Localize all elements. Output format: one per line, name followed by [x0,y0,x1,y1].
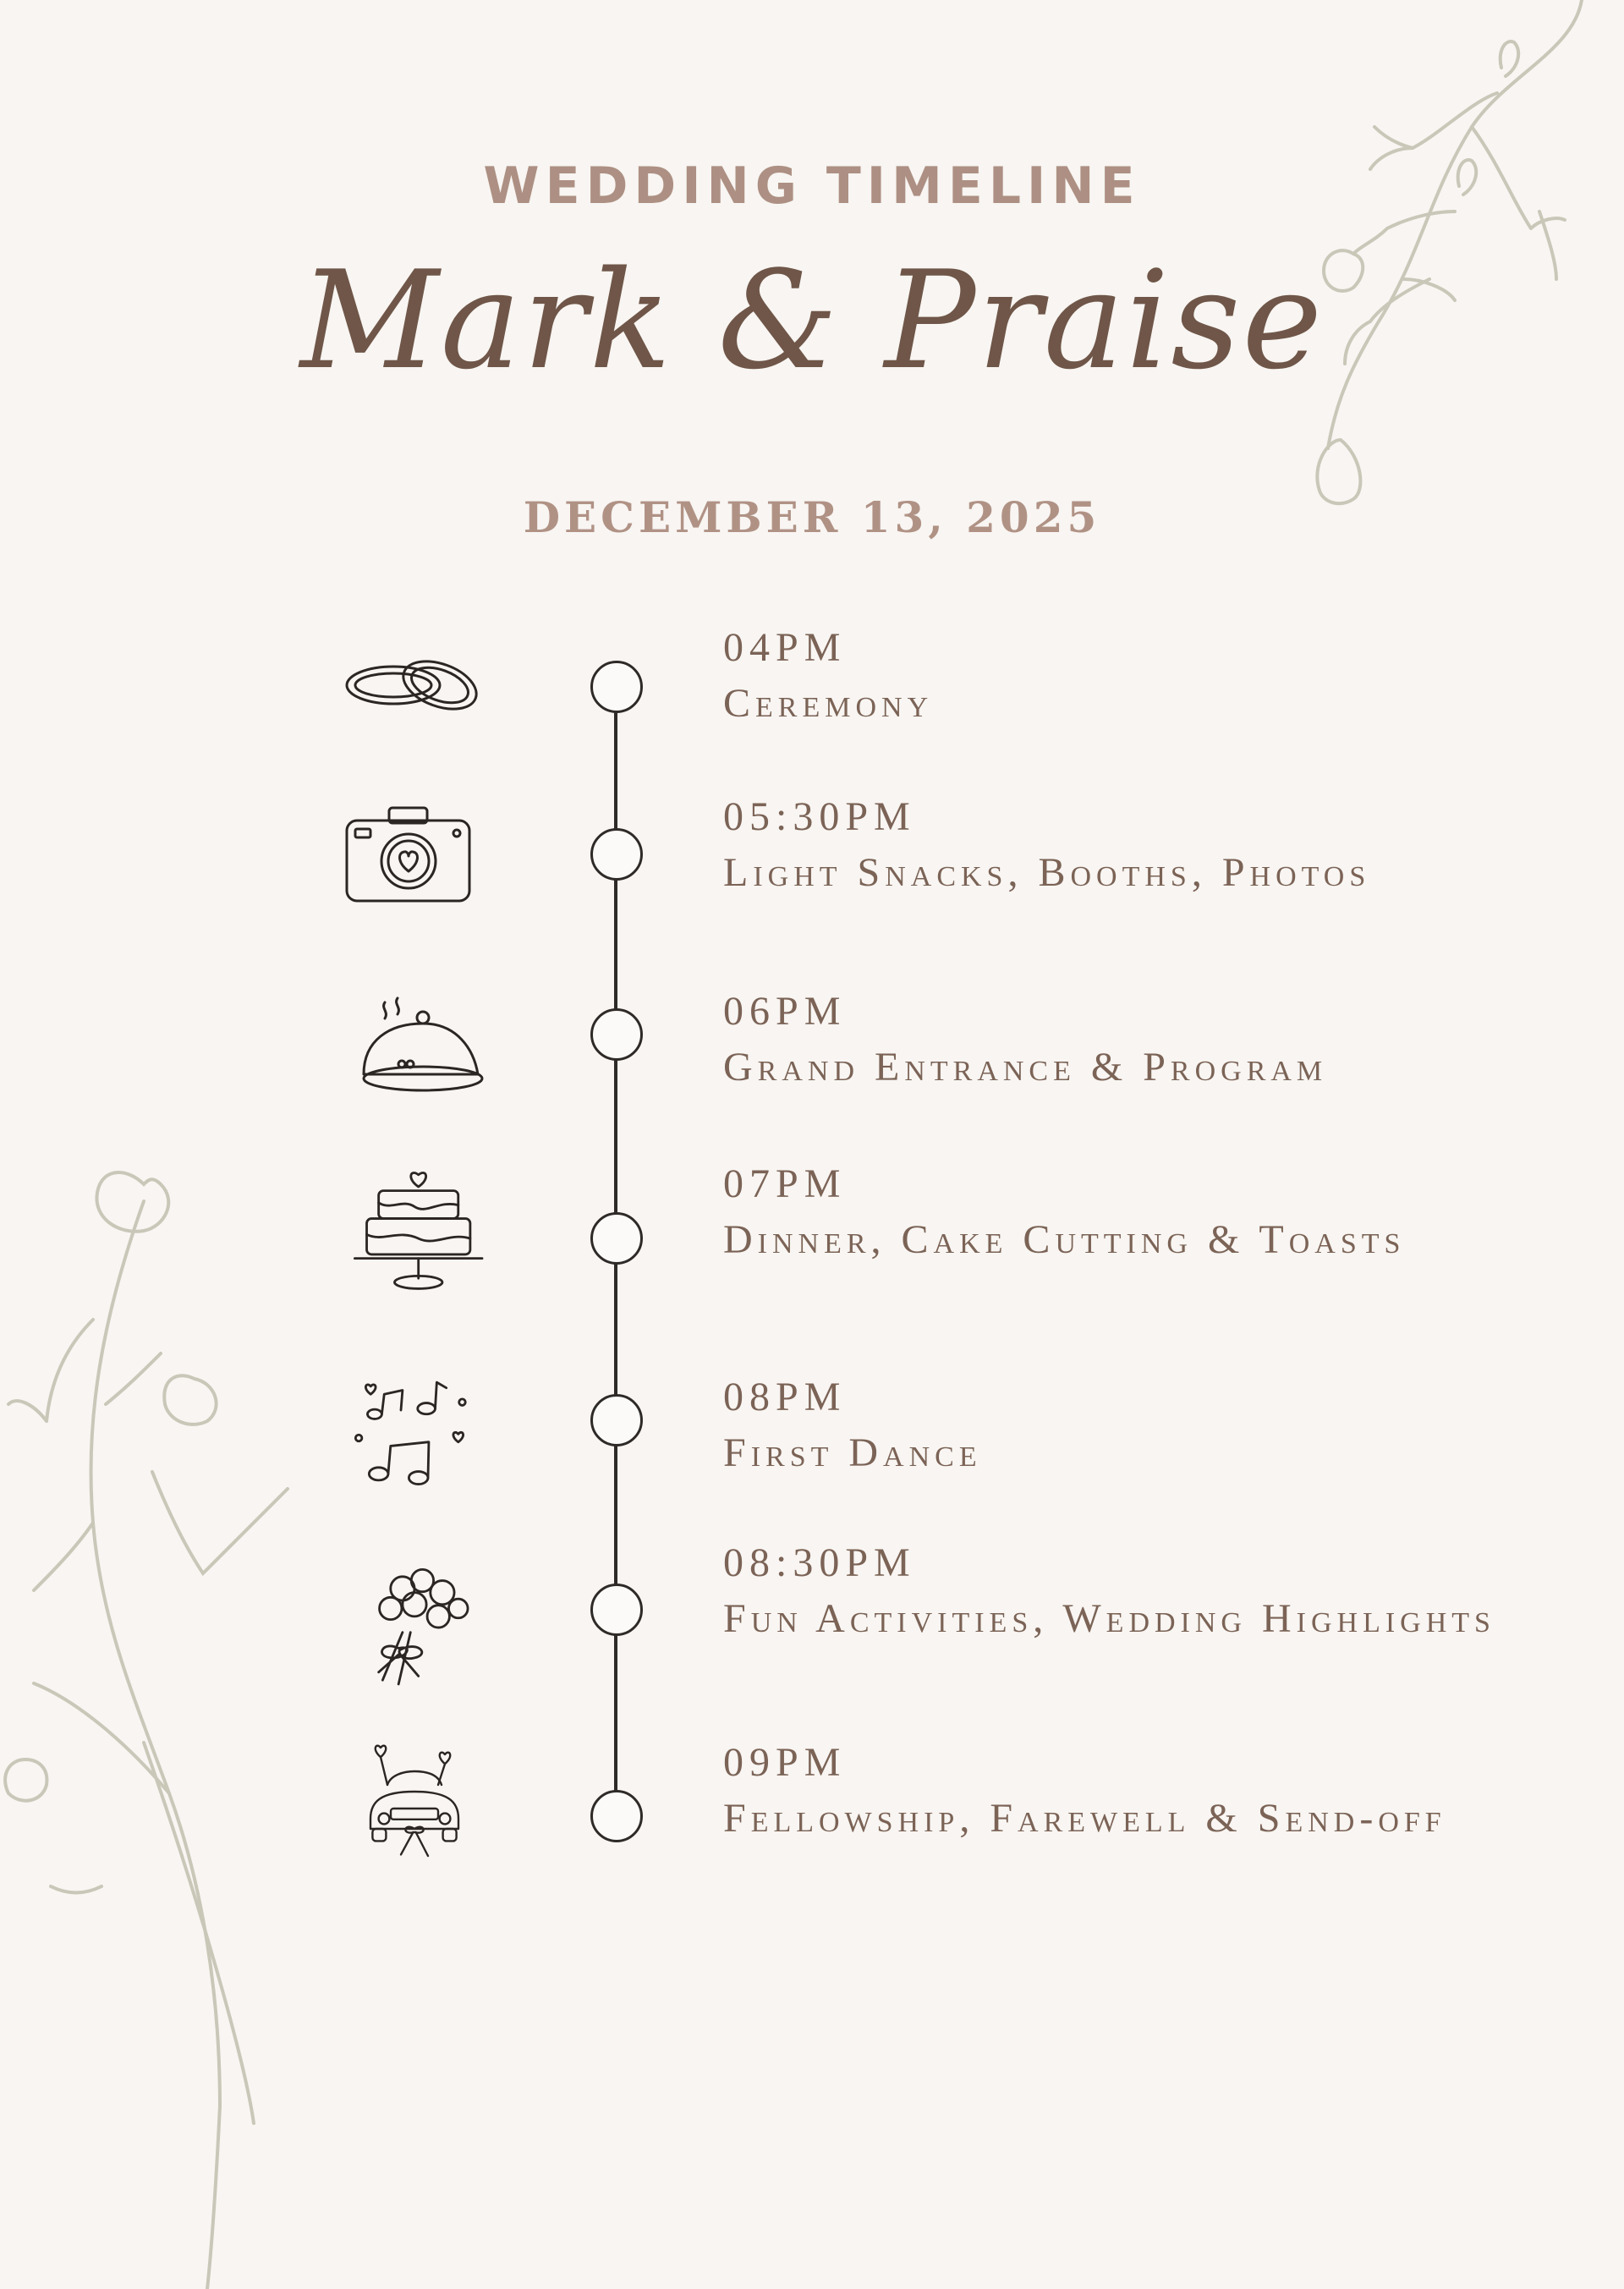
wedding-cake-icon [338,1159,491,1294]
timeline-title: Dinner, Cake Cutting & Toasts [723,1217,1406,1262]
timeline-time: 09PM [723,1740,847,1785]
timeline-node [590,1790,643,1842]
timeline-time: 08:30PM [723,1540,916,1585]
timeline-node [590,1394,643,1446]
timeline-node [590,661,643,713]
timeline-time: 08PM [723,1375,847,1419]
timeline-node [590,1008,643,1061]
couple-names: Mark & Praise [299,241,1325,399]
timeline-title: First Dance [723,1430,982,1475]
timeline-title: Fellowship, Farewell & Send-off [723,1796,1446,1841]
timeline-node [590,1584,643,1636]
page-kicker: WEDDING TIMELINE [483,156,1141,216]
timeline-time: 07PM [723,1161,847,1206]
timeline-title: Grand Entrance & Program [723,1045,1328,1090]
timeline-time: 06PM [723,989,847,1034]
bouquet-icon [338,1561,491,1696]
wedding-rings-icon [338,618,491,753]
event-date: DECEMBER 13, 2025 [523,492,1101,542]
music-notes-icon [338,1370,491,1506]
timeline-title: Light Snacks, Booths, Photos [723,850,1371,895]
timeline-node [590,828,643,881]
timeline-time: 04PM [723,625,847,670]
timeline-title: Ceremony [723,681,934,726]
timeline-node [590,1212,643,1265]
food-cloche-icon [338,981,491,1117]
wedding-car-icon [338,1734,491,1869]
timeline-time: 05:30PM [723,794,916,839]
camera-icon [338,787,491,922]
floral-branch-bottom-left-icon [0,1150,321,2289]
timeline-title: Fun Activities, Wedding Highlights [723,1596,1495,1641]
